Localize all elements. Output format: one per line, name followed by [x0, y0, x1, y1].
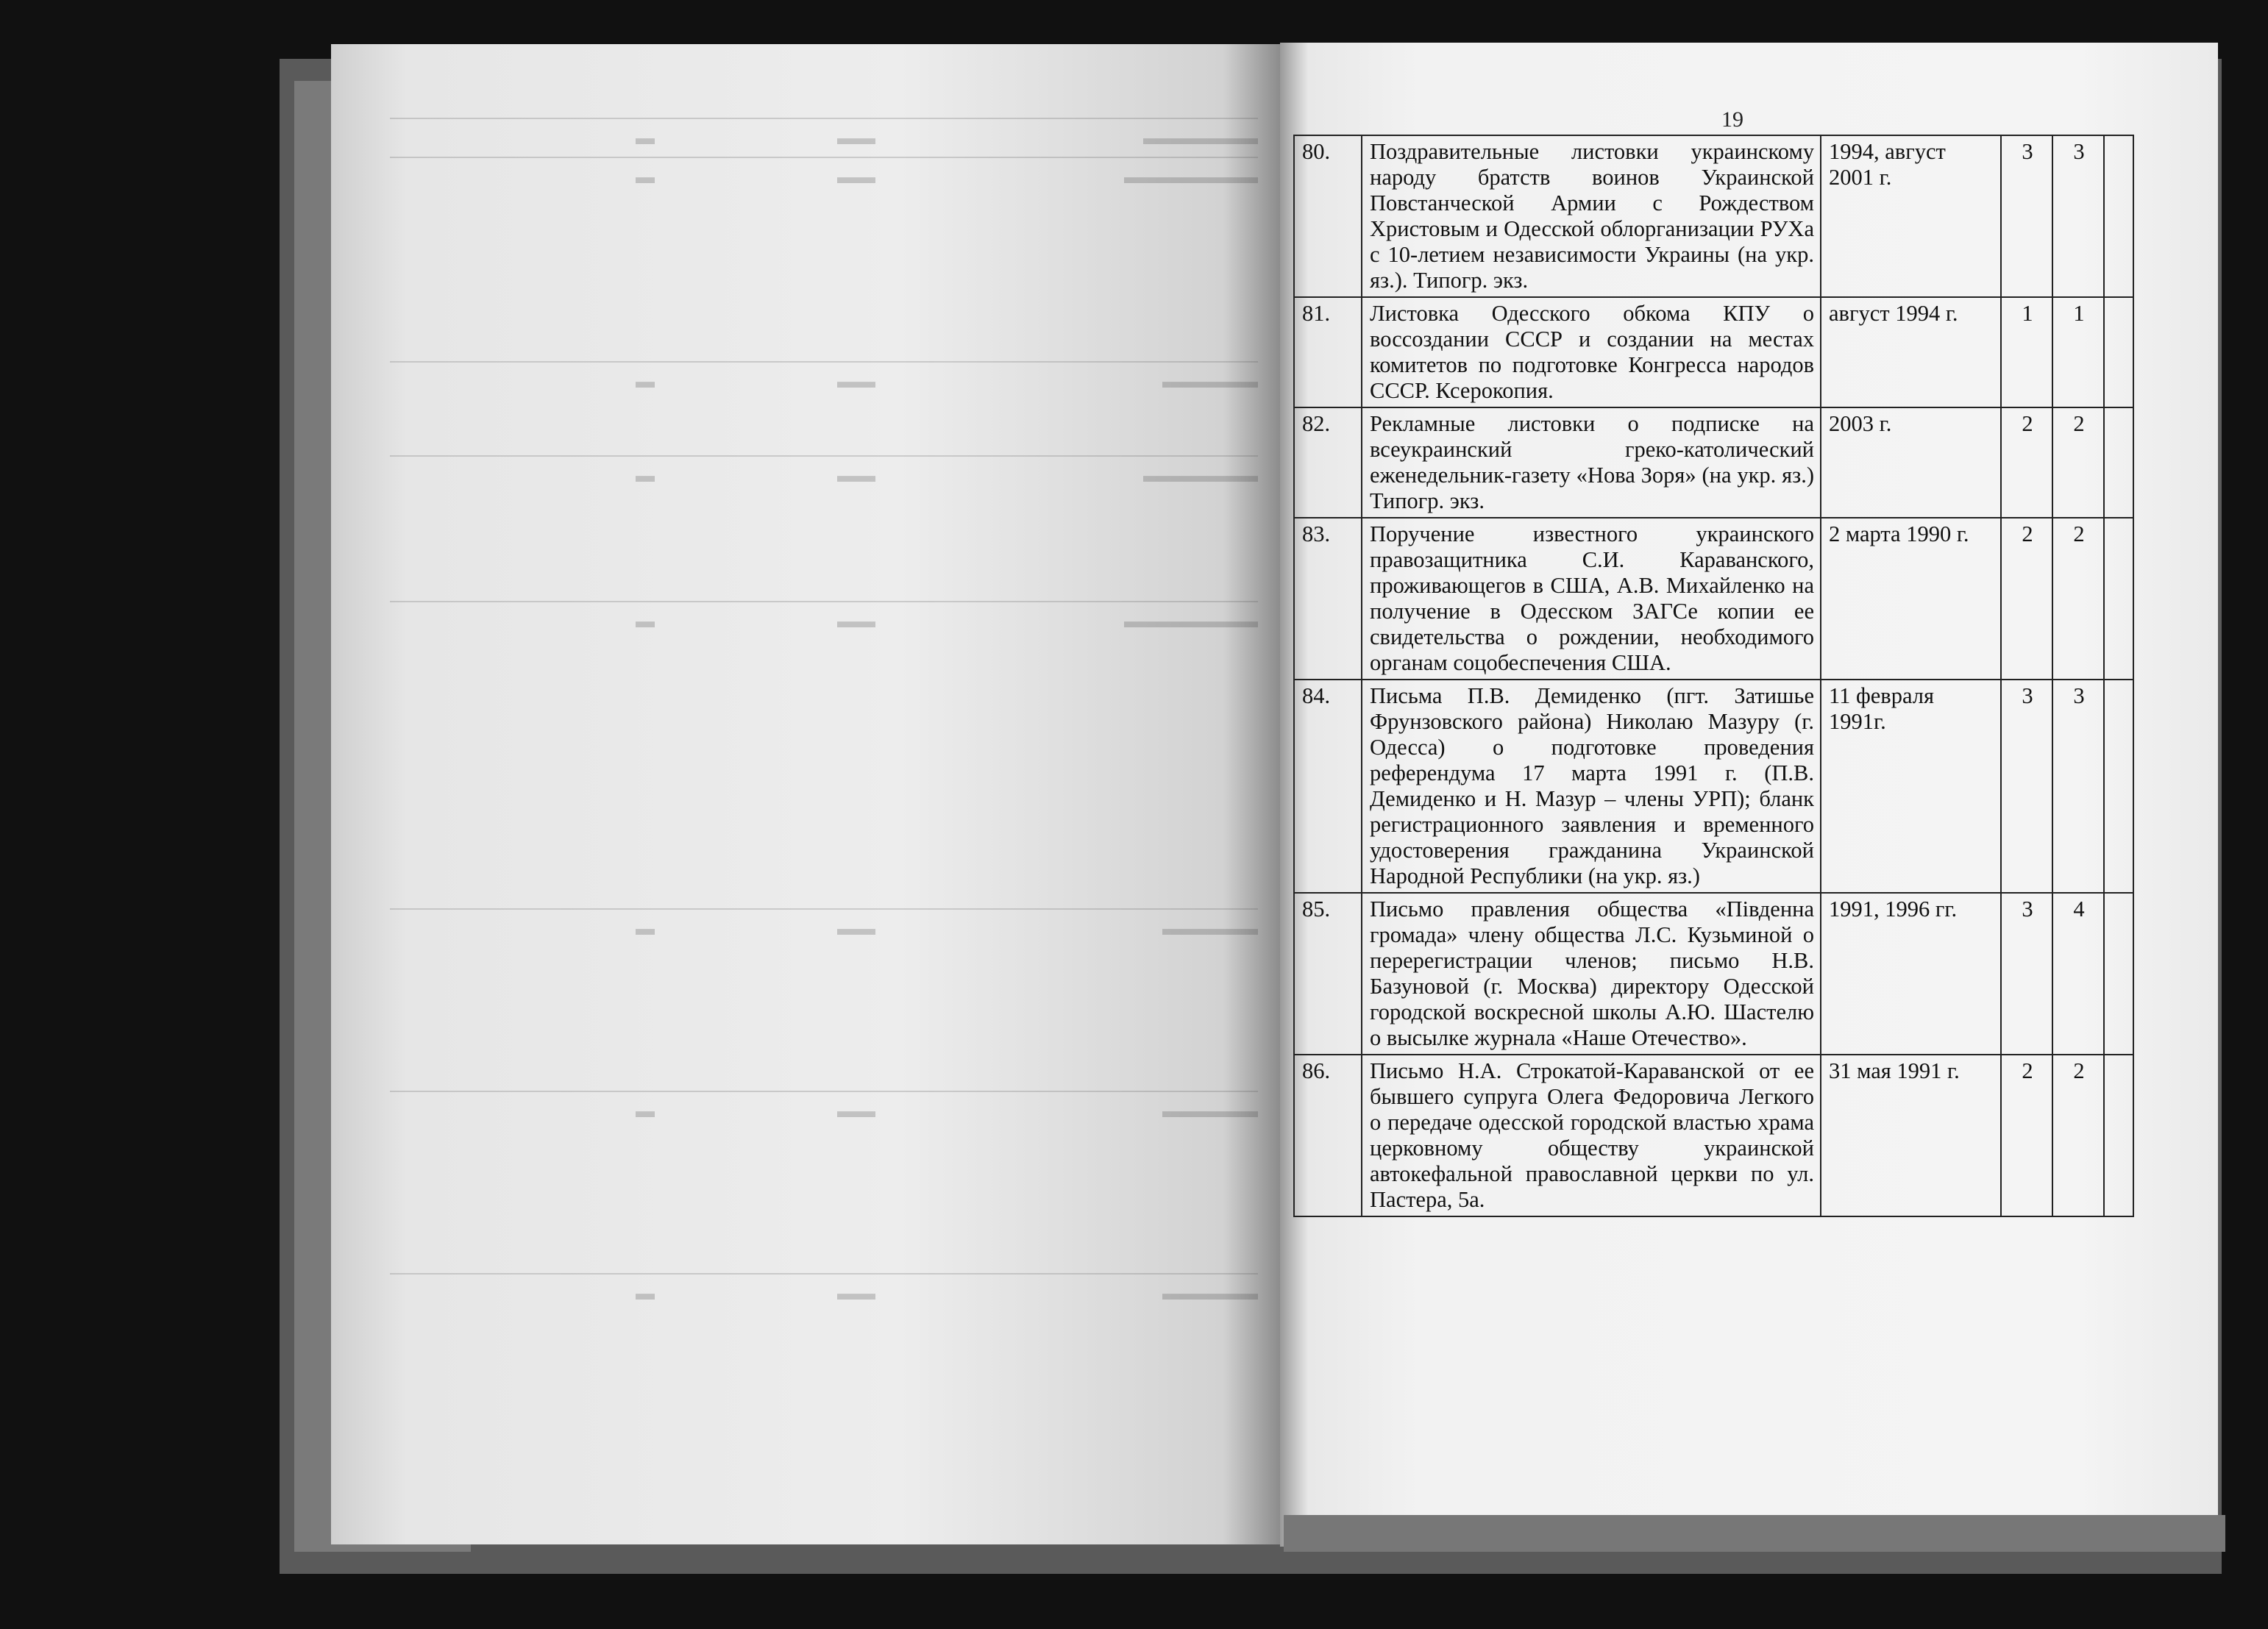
row-count-2: 2: [2052, 518, 2104, 680]
row-number: 80.: [1294, 135, 1362, 297]
row-count-1: 1: [2001, 297, 2052, 407]
row-extra: [2104, 135, 2133, 297]
row-description: Письмо Н.А. Строкатой-Караванской от ее бывшего супруга Олега Федоровича Легкого о передаче одесской городской властью храма церковному обществу украинской автокефальной православной церкви по ул. Пастера, 5а.: [1362, 1055, 1821, 1216]
table-row: [1294, 135, 2133, 297]
table-row: [1294, 893, 2133, 1055]
row-number: 81.: [1294, 297, 1362, 407]
table-row: [1294, 1055, 2133, 1216]
row-extra: [2104, 518, 2133, 680]
row-number: 82.: [1294, 407, 1362, 518]
row-number: 84.: [1294, 680, 1362, 893]
row-extra: [2104, 1055, 2133, 1216]
row-number: 85.: [1294, 893, 1362, 1055]
row-date: август 1994 г.: [1821, 297, 2001, 407]
row-count-2: 4: [2052, 893, 2104, 1055]
row-extra: [2104, 893, 2133, 1055]
row-extra: [2104, 407, 2133, 518]
row-date: 2003 г.: [1821, 407, 2001, 518]
row-description: Рекламные листовки о подписке на всеукраинский греко-католический еженедельник-газету «Нова Зоря» (на укр. яз.) Типогр. экз.: [1362, 407, 1821, 518]
row-count-2: 2: [2052, 1055, 2104, 1216]
row-extra: [2104, 297, 2133, 407]
row-count-2: 1: [2052, 297, 2104, 407]
row-count-2: 3: [2052, 135, 2104, 297]
row-date: 2 марта 1990 г.: [1821, 518, 2001, 680]
bleed-through-table: ▬▬▬▬▬▬ ▬▬ ▬ ▬▬▬▬▬▬▬ ▬▬ ▬ ▬▬▬▬▬ ▬▬ ▬ ▬▬▬▬▬▬ ▬▬ ▬ ▬▬▬▬▬▬▬ ▬▬ ▬ ▬▬▬▬▬ ▬▬ ▬ ▬▬▬▬▬ ▬▬ ▬ ▬▬▬▬▬ ▬▬ ▬: [390, 118, 1258, 1448]
row-date: 31 мая 1991 г.: [1821, 1055, 2001, 1216]
row-count-1: 3: [2001, 135, 2052, 297]
row-date: 1991, 1996 гг.: [1821, 893, 2001, 1055]
table-row: [1294, 518, 2133, 680]
row-number: 86.: [1294, 1055, 1362, 1216]
row-date: 1994, август 2001 г.: [1821, 135, 2001, 297]
row-date: 11 февраля 1991г.: [1821, 680, 2001, 893]
row-count-1: 2: [2001, 518, 2052, 680]
row-description: Письмо правления общества «Південна громада» члену общества Л.С. Кузьминой о перерегистрации членов; письмо Н.В. Базуновой (г. Москва) директору Одесской городской воскресной школы А.Ю. Шастелю о высылке журнала «Наше Отечество».: [1362, 893, 1821, 1055]
row-description: Письма П.В. Демиденко (пгт. Затишье Фрунзовского района) Николаю Мазуру (г. Одесса) о подготовке проведения референдума 17 марта 1991 г. (П.В. Демиденко и Н. Мазур – члены УРП); бланк регистрационного заявления и временного удостоверения гражданина Украинской Народной Республики (на укр. яз.): [1362, 680, 1821, 893]
row-count-1: 2: [2001, 1055, 2052, 1216]
table-row: [1294, 407, 2133, 518]
row-count-1: 2: [2001, 407, 2052, 518]
page-number: 19: [1721, 107, 1743, 132]
row-count-1: 3: [2001, 893, 2052, 1055]
left-page-reverse: [331, 44, 1280, 1544]
table-row: [1294, 680, 2133, 893]
row-extra: [2104, 680, 2133, 893]
row-count-2: 2: [2052, 407, 2104, 518]
row-number: 83.: [1294, 518, 1362, 680]
row-description: Поручение известного украинского правозащитника С.И. Караванского, проживающегов в США, А.В. Михайленко на получение в Одесском ЗАГСе копии ее свидетельства о рождении, необходимого органам соцобеспечения США.: [1362, 518, 1821, 680]
cover-bottom-edge: [1284, 1515, 2225, 1552]
archive-inventory-table: [1293, 135, 2134, 1217]
row-count-1: 3: [2001, 680, 2052, 893]
row-description: Поздравительные листовки украинскому народу братств воинов Украинской Повстанческой Армии с Рождеством Христовым и Одесской облорганизации РУХа с 10-летием независимости Украины (на укр. яз.). Типогр. экз.: [1362, 135, 1821, 297]
row-description: Листовка Одесского обкома КПУ о воссоздании СССР и создании на местах комитетов по подготовке Конгресса народов СССР. Ксерокопия.: [1362, 297, 1821, 407]
table-row: [1294, 297, 2133, 407]
row-count-2: 3: [2052, 680, 2104, 893]
